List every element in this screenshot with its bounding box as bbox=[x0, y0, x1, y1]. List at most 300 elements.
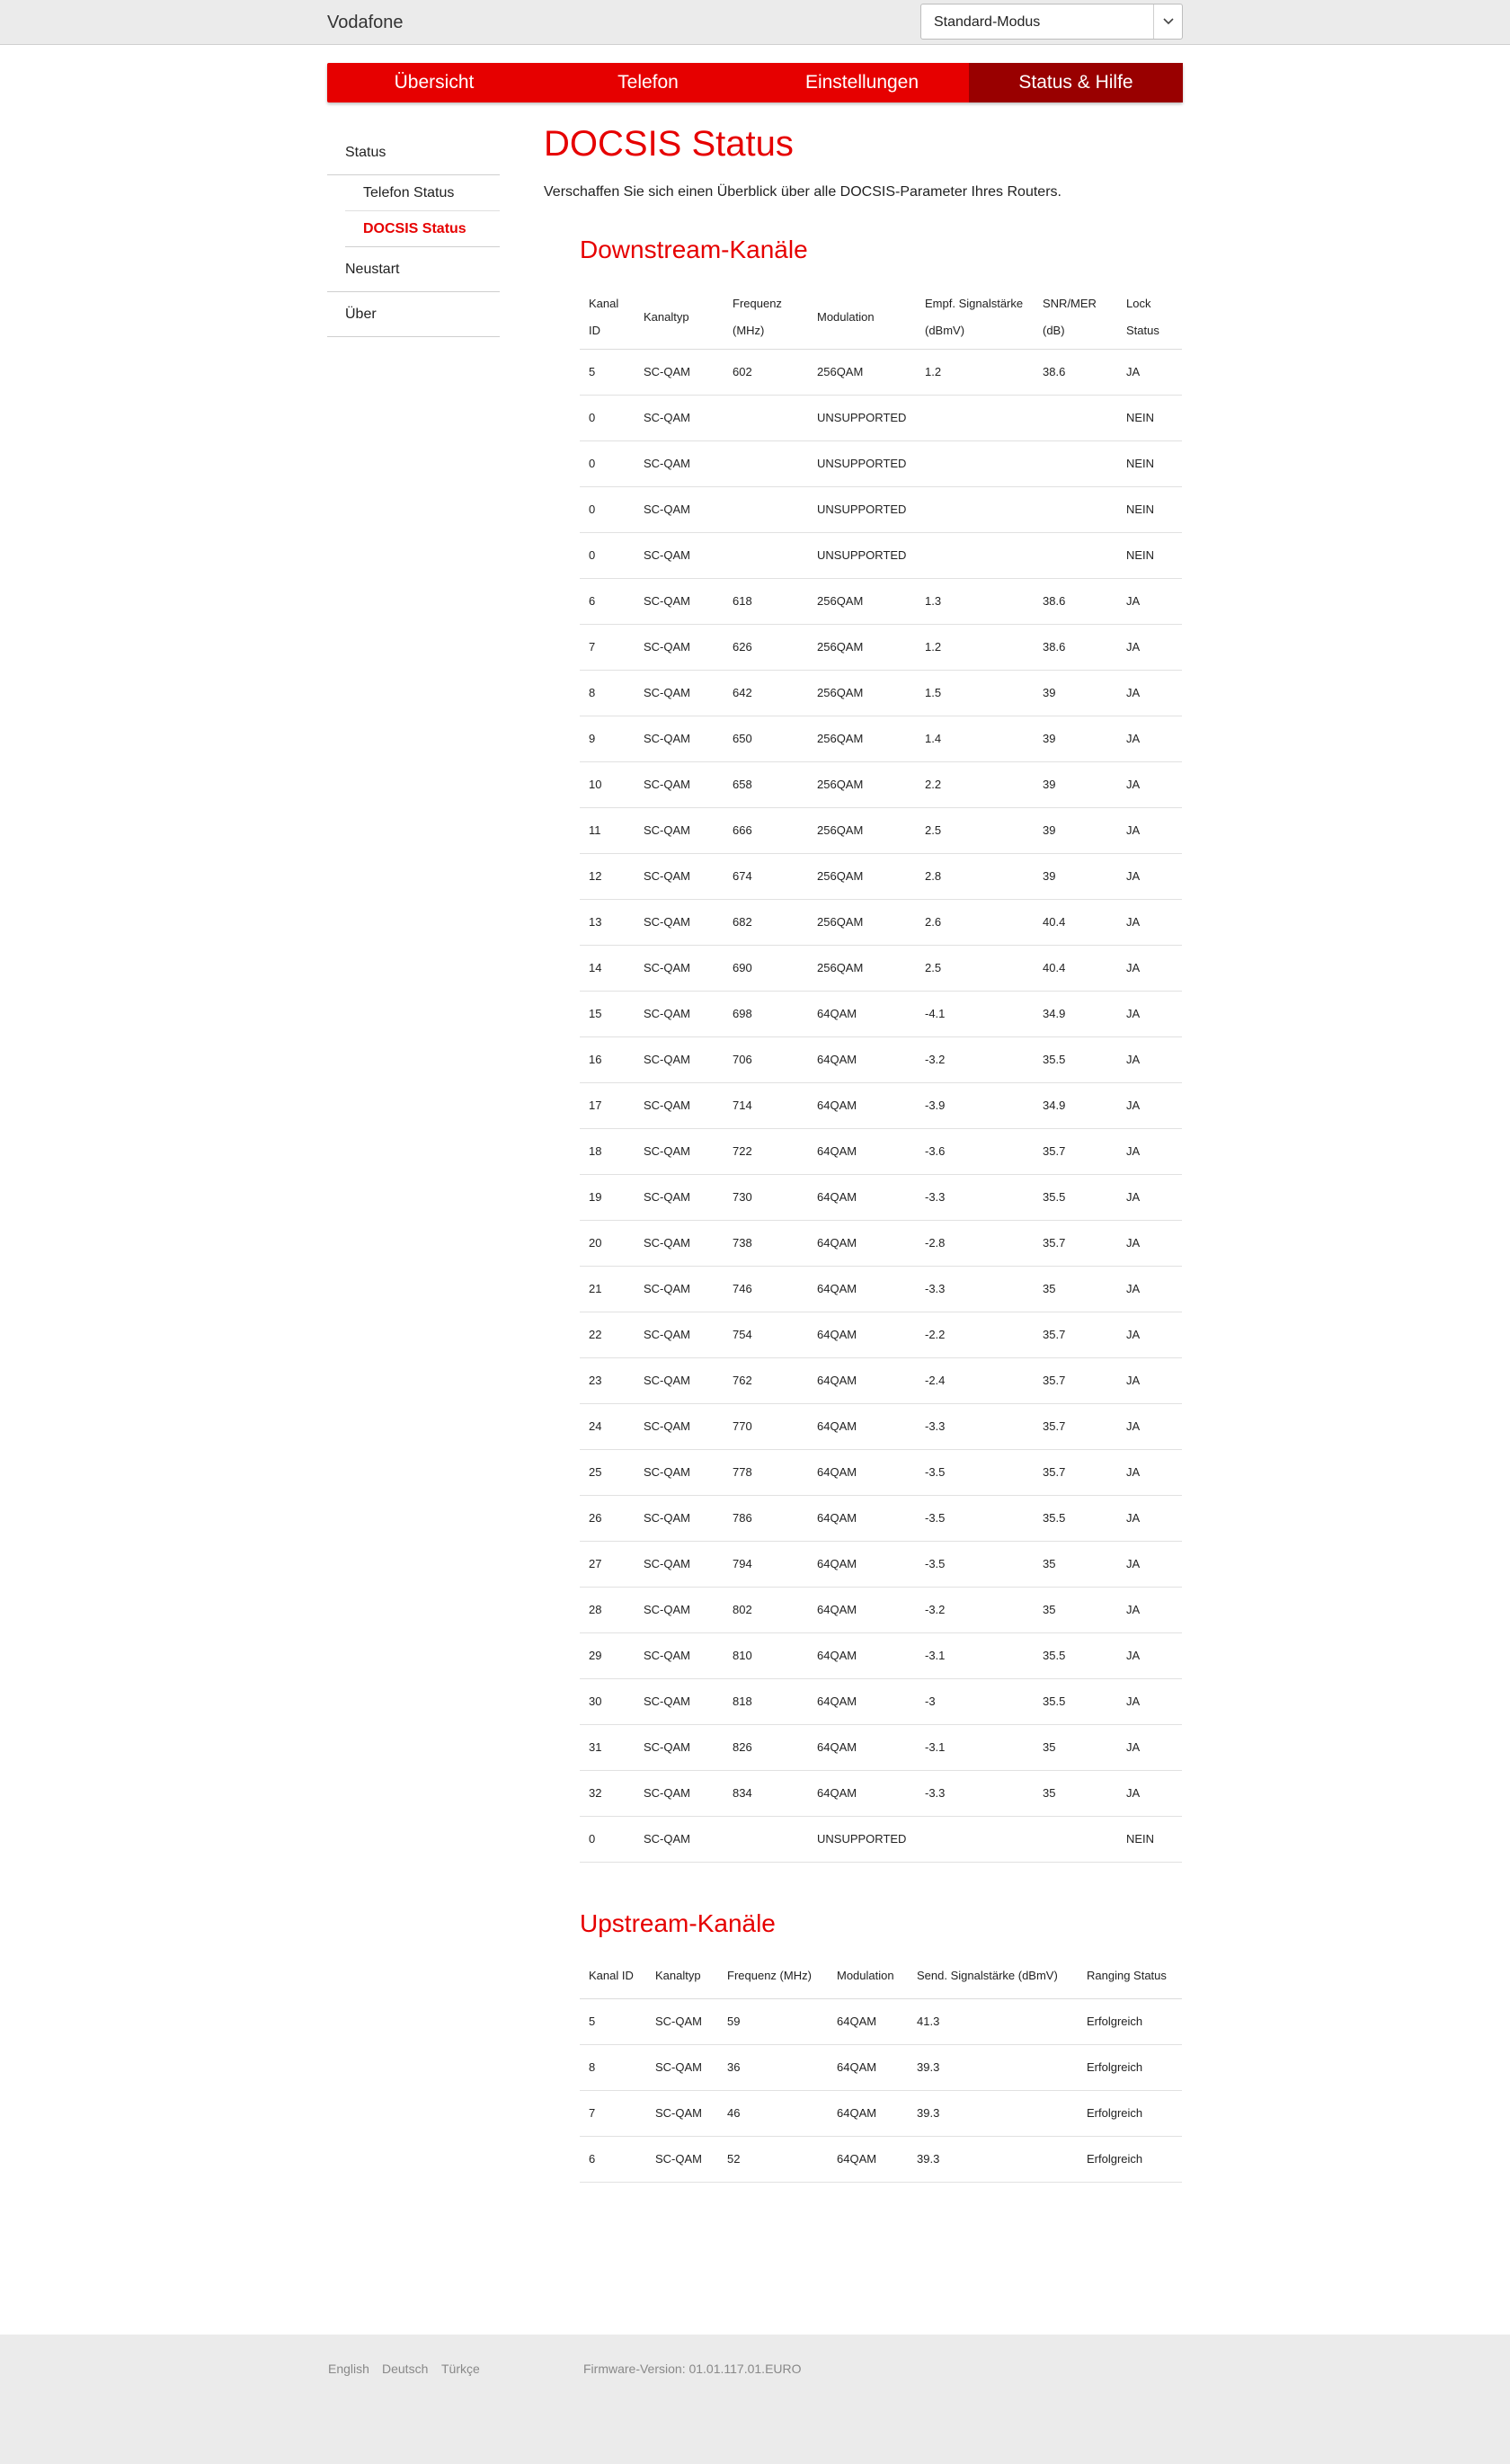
firmware-version: Firmware-Version: 01.01.117.01.EURO bbox=[583, 2362, 802, 2376]
downstream-title: Downstream-Kanäle bbox=[580, 236, 808, 263]
downstream-table-cell: NEIN bbox=[1117, 532, 1182, 578]
downstream-table-cell: SC-QAM bbox=[635, 670, 724, 716]
upstream-table-cell: SC-QAM bbox=[646, 2090, 718, 2136]
downstream-table-cell: 7 bbox=[580, 624, 635, 670]
downstream-table-cell: 35 bbox=[1034, 1541, 1117, 1587]
downstream-table-cell: JA bbox=[1117, 1174, 1182, 1220]
downstream-table-cell: 38.6 bbox=[1034, 624, 1117, 670]
upstream-header-row bbox=[580, 1953, 1182, 1998]
downstream-header-cell bbox=[1117, 286, 1182, 349]
upstream-header-cell bbox=[1078, 1953, 1182, 1998]
downstream-table-cell: 29 bbox=[580, 1632, 635, 1678]
upstream-title: Upstream-Kanäle bbox=[580, 1909, 776, 1937]
downstream-table-cell: NEIN bbox=[1117, 440, 1182, 486]
sidebar-item-docsis-status[interactable]: DOCSIS Status bbox=[345, 211, 500, 247]
downstream-table-row bbox=[580, 1770, 1182, 1816]
downstream-header-label: Status bbox=[1126, 323, 1159, 337]
downstream-table-cell: 256QAM bbox=[808, 945, 916, 991]
downstream-table-cell: SC-QAM bbox=[635, 1266, 724, 1312]
downstream-table-cell: 15 bbox=[580, 991, 635, 1036]
downstream-table-cell: SC-QAM bbox=[635, 1174, 724, 1220]
downstream-table-cell: 1.2 bbox=[916, 349, 1034, 395]
downstream-table-cell: 64QAM bbox=[808, 1678, 916, 1724]
language-link-english[interactable]: English bbox=[328, 2362, 369, 2376]
downstream-table-cell: 18 bbox=[580, 1128, 635, 1174]
upstream-table-cell: 39.3 bbox=[908, 2090, 1078, 2136]
upstream-table-cell: SC-QAM bbox=[646, 2136, 718, 2182]
downstream-table-cell: -3 bbox=[916, 1678, 1034, 1724]
downstream-table-cell: SC-QAM bbox=[635, 1357, 724, 1403]
downstream-table-cell: 35 bbox=[1034, 1587, 1117, 1632]
downstream-table-cell: 17 bbox=[580, 1082, 635, 1128]
downstream-table-cell: 64QAM bbox=[808, 1403, 916, 1449]
upstream-table bbox=[580, 1953, 1182, 2183]
downstream-table-row bbox=[580, 1357, 1182, 1403]
downstream-table-row bbox=[580, 1036, 1182, 1082]
downstream-table-cell: 256QAM bbox=[808, 624, 916, 670]
downstream-table-cell bbox=[724, 395, 808, 440]
downstream-table-cell: 0 bbox=[580, 1816, 635, 1862]
sidebar-item-telephone-status[interactable]: Telefon Status bbox=[345, 175, 500, 211]
downstream-table-cell: 256QAM bbox=[808, 761, 916, 807]
downstream-table-cell: 770 bbox=[724, 1403, 808, 1449]
downstream-table-cell: 0 bbox=[580, 532, 635, 578]
downstream-table-cell: 39 bbox=[1034, 761, 1117, 807]
downstream-table-cell: -3.5 bbox=[916, 1495, 1034, 1541]
downstream-table-cell: JA bbox=[1117, 1312, 1182, 1357]
downstream-table-cell bbox=[916, 486, 1034, 532]
upstream-header-label: Modulation bbox=[837, 1968, 894, 1982]
downstream-table-cell: 35.5 bbox=[1034, 1036, 1117, 1082]
downstream-header-cell bbox=[635, 286, 724, 349]
downstream-table-row bbox=[580, 1082, 1182, 1128]
downstream-table-cell: 35 bbox=[1034, 1724, 1117, 1770]
tab-settings[interactable]: Einstellungen bbox=[804, 72, 919, 93]
downstream-table-cell: 10 bbox=[580, 761, 635, 807]
downstream-table-cell: 21 bbox=[580, 1266, 635, 1312]
downstream-header-label: Frequenz bbox=[733, 296, 782, 310]
downstream-header-label: Empf. Signalstärke bbox=[925, 296, 1024, 310]
downstream-table-row bbox=[580, 1128, 1182, 1174]
downstream-table-cell: -2.4 bbox=[916, 1357, 1034, 1403]
upstream-table-cell: Erfolgreich bbox=[1078, 1998, 1182, 2044]
downstream-table-cell bbox=[1034, 395, 1117, 440]
downstream-table-cell: -3.5 bbox=[916, 1449, 1034, 1495]
downstream-table-row bbox=[580, 486, 1182, 532]
downstream-table-row bbox=[580, 1312, 1182, 1357]
downstream-table-cell: 256QAM bbox=[808, 670, 916, 716]
downstream-table-cell: -2.2 bbox=[916, 1312, 1034, 1357]
downstream-table-cell: UNSUPPORTED bbox=[808, 1816, 916, 1862]
downstream-table-cell: 35.7 bbox=[1034, 1403, 1117, 1449]
downstream-table-cell: 786 bbox=[724, 1495, 808, 1541]
downstream-table-cell: SC-QAM bbox=[635, 991, 724, 1036]
downstream-table-cell: 35.7 bbox=[1034, 1357, 1117, 1403]
downstream-table-cell: UNSUPPORTED bbox=[808, 395, 916, 440]
downstream-header-label: Lock bbox=[1126, 296, 1151, 310]
downstream-table-cell: 690 bbox=[724, 945, 808, 991]
downstream-table-cell: 34.9 bbox=[1034, 1082, 1117, 1128]
downstream-table-cell: 64QAM bbox=[808, 1541, 916, 1587]
downstream-table-row bbox=[580, 1403, 1182, 1449]
downstream-table-cell: 35 bbox=[1034, 1770, 1117, 1816]
downstream-table-cell: SC-QAM bbox=[635, 578, 724, 624]
downstream-table-cell: NEIN bbox=[1117, 1816, 1182, 1862]
downstream-table-cell: -3.3 bbox=[916, 1266, 1034, 1312]
downstream-table-cell: 14 bbox=[580, 945, 635, 991]
downstream-table-row bbox=[580, 1816, 1182, 1862]
downstream-table-cell: JA bbox=[1117, 899, 1182, 945]
downstream-table-cell: SC-QAM bbox=[635, 1587, 724, 1632]
downstream-table-cell: 38.6 bbox=[1034, 349, 1117, 395]
downstream-table-cell: UNSUPPORTED bbox=[808, 532, 916, 578]
downstream-table-cell: JA bbox=[1117, 1449, 1182, 1495]
downstream-table-cell: 730 bbox=[724, 1174, 808, 1220]
upstream-table-cell: 41.3 bbox=[908, 1998, 1078, 2044]
downstream-table-cell: JA bbox=[1117, 1082, 1182, 1128]
sidebar-item-restart[interactable]: Neustart bbox=[327, 247, 500, 292]
brand-name: Vodafone bbox=[327, 13, 404, 32]
downstream-table-cell bbox=[1034, 532, 1117, 578]
downstream-header-label: ID bbox=[589, 323, 600, 337]
downstream-table-cell bbox=[916, 440, 1034, 486]
downstream-table-cell: SC-QAM bbox=[635, 1449, 724, 1495]
downstream-table-cell: -3.6 bbox=[916, 1128, 1034, 1174]
upstream-table-row bbox=[580, 2136, 1182, 2182]
downstream-table-row bbox=[580, 991, 1182, 1036]
downstream-table-cell: 30 bbox=[580, 1678, 635, 1724]
downstream-table-cell: SC-QAM bbox=[635, 486, 724, 532]
downstream-table-cell: 39 bbox=[1034, 807, 1117, 853]
downstream-table-cell: 650 bbox=[724, 716, 808, 761]
downstream-table-cell: 834 bbox=[724, 1770, 808, 1816]
downstream-table-cell: -3.9 bbox=[916, 1082, 1034, 1128]
downstream-table-cell: JA bbox=[1117, 1357, 1182, 1403]
downstream-table-cell: 0 bbox=[580, 440, 635, 486]
downstream-table-cell: -3.1 bbox=[916, 1632, 1034, 1678]
downstream-table-cell: SC-QAM bbox=[635, 899, 724, 945]
main-nav bbox=[327, 63, 1183, 102]
sidebar-item-status[interactable]: Status bbox=[327, 130, 500, 175]
language-link-turkce[interactable]: Türkçe bbox=[441, 2362, 480, 2376]
downstream-table-cell: 12 bbox=[580, 853, 635, 899]
tab-overview[interactable]: Übersicht bbox=[394, 72, 475, 93]
downstream-table-cell: 13 bbox=[580, 899, 635, 945]
downstream-table-cell: 64QAM bbox=[808, 1632, 916, 1678]
downstream-table-cell: 626 bbox=[724, 624, 808, 670]
downstream-header-label: SNR/MER bbox=[1043, 296, 1097, 310]
downstream-table-cell: SC-QAM bbox=[635, 1724, 724, 1770]
upstream-header-label: Send. Signalstärke (dBmV) bbox=[917, 1968, 1058, 1982]
downstream-table-cell: 658 bbox=[724, 761, 808, 807]
downstream-table-row bbox=[580, 1220, 1182, 1266]
downstream-table-cell: -3.3 bbox=[916, 1174, 1034, 1220]
downstream-table-cell: 256QAM bbox=[808, 853, 916, 899]
upstream-table-cell: 7 bbox=[580, 2090, 646, 2136]
downstream-table-cell: 40.4 bbox=[1034, 945, 1117, 991]
upstream-table-row bbox=[580, 2044, 1182, 2090]
downstream-header-label: Kanal bbox=[589, 296, 619, 310]
downstream-table-row bbox=[580, 945, 1182, 991]
upstream-header-cell bbox=[908, 1953, 1078, 1998]
downstream-header-cell bbox=[916, 286, 1034, 349]
upstream-table-cell: 6 bbox=[580, 2136, 646, 2182]
downstream-table-cell: JA bbox=[1117, 716, 1182, 761]
upstream-table-cell: 64QAM bbox=[828, 1998, 908, 2044]
downstream-table-cell: 2.6 bbox=[916, 899, 1034, 945]
downstream-table-cell bbox=[724, 486, 808, 532]
downstream-table-cell: 35.7 bbox=[1034, 1128, 1117, 1174]
downstream-table-cell: 64QAM bbox=[808, 1587, 916, 1632]
downstream-table-cell: 19 bbox=[580, 1174, 635, 1220]
downstream-table-row bbox=[580, 670, 1182, 716]
downstream-table-cell: JA bbox=[1117, 1495, 1182, 1541]
downstream-table-cell: 40.4 bbox=[1034, 899, 1117, 945]
downstream-table-cell: JA bbox=[1117, 349, 1182, 395]
downstream-table-cell: 1.3 bbox=[916, 578, 1034, 624]
downstream-table-cell: JA bbox=[1117, 1770, 1182, 1816]
downstream-table-cell: SC-QAM bbox=[635, 1770, 724, 1816]
downstream-table-cell: 2.8 bbox=[916, 853, 1034, 899]
downstream-table-cell: 31 bbox=[580, 1724, 635, 1770]
language-link-deutsch[interactable]: Deutsch bbox=[382, 2362, 429, 2376]
downstream-table-cell: 778 bbox=[724, 1449, 808, 1495]
downstream-table-row bbox=[580, 761, 1182, 807]
downstream-table-cell: 256QAM bbox=[808, 807, 916, 853]
page-intro: Verschaffen Sie sich einen Überblick über alle DOCSIS-Parameter Ihres Routers. bbox=[544, 184, 1061, 200]
downstream-table-cell bbox=[1034, 440, 1117, 486]
downstream-table-cell bbox=[724, 1816, 808, 1862]
downstream-header-label: Modulation bbox=[817, 309, 875, 324]
downstream-table-cell: 11 bbox=[580, 807, 635, 853]
tab-status-help[interactable]: Status & Hilfe bbox=[969, 63, 1183, 102]
upstream-table-cell: 52 bbox=[718, 2136, 828, 2182]
downstream-table-row bbox=[580, 1174, 1182, 1220]
downstream-table-cell: 0 bbox=[580, 486, 635, 532]
upstream-table-cell: Erfolgreich bbox=[1078, 2136, 1182, 2182]
upstream-table-cell: 36 bbox=[718, 2044, 828, 2090]
downstream-table-cell: SC-QAM bbox=[635, 532, 724, 578]
downstream-table-cell: UNSUPPORTED bbox=[808, 486, 916, 532]
downstream-table-cell: 6 bbox=[580, 578, 635, 624]
downstream-table-cell: 714 bbox=[724, 1082, 808, 1128]
downstream-table-cell: JA bbox=[1117, 1587, 1182, 1632]
downstream-table-cell: 64QAM bbox=[808, 1495, 916, 1541]
downstream-table-row bbox=[580, 1724, 1182, 1770]
downstream-table-cell: UNSUPPORTED bbox=[808, 440, 916, 486]
downstream-table-cell: 35.7 bbox=[1034, 1449, 1117, 1495]
upstream-table-row bbox=[580, 2090, 1182, 2136]
downstream-table-cell: JA bbox=[1117, 853, 1182, 899]
downstream-table-cell: 23 bbox=[580, 1357, 635, 1403]
page-title: DOCSIS Status bbox=[544, 124, 794, 164]
downstream-table-cell: 64QAM bbox=[808, 991, 916, 1036]
upstream-header-cell bbox=[580, 1953, 646, 1998]
downstream-table-row bbox=[580, 1495, 1182, 1541]
downstream-table-cell: 64QAM bbox=[808, 1770, 916, 1816]
downstream-table-cell: 64QAM bbox=[808, 1312, 916, 1357]
mode-select[interactable] bbox=[920, 4, 1183, 40]
downstream-table-cell bbox=[724, 532, 808, 578]
downstream-table-cell: 64QAM bbox=[808, 1266, 916, 1312]
upstream-header-label: Ranging Status bbox=[1087, 1968, 1167, 1982]
downstream-table-row bbox=[580, 807, 1182, 853]
downstream-header-row bbox=[580, 286, 1182, 349]
sidebar bbox=[327, 130, 500, 337]
downstream-table-row bbox=[580, 899, 1182, 945]
downstream-table-cell: 642 bbox=[724, 670, 808, 716]
upstream-table-cell: 64QAM bbox=[828, 2090, 908, 2136]
downstream-table-cell: SC-QAM bbox=[635, 761, 724, 807]
downstream-table-cell: 794 bbox=[724, 1541, 808, 1587]
downstream-table-cell: -3.3 bbox=[916, 1403, 1034, 1449]
downstream-table-cell: 674 bbox=[724, 853, 808, 899]
downstream-table-cell: 1.4 bbox=[916, 716, 1034, 761]
downstream-table-row bbox=[580, 1678, 1182, 1724]
downstream-table-cell: JA bbox=[1117, 1632, 1182, 1678]
downstream-table-cell: 25 bbox=[580, 1449, 635, 1495]
downstream-table-cell: -4.1 bbox=[916, 991, 1034, 1036]
downstream-table-cell: 64QAM bbox=[808, 1128, 916, 1174]
upstream-table-cell: 39.3 bbox=[908, 2044, 1078, 2090]
downstream-table-row bbox=[580, 349, 1182, 395]
downstream-table-cell: 8 bbox=[580, 670, 635, 716]
downstream-table-cell: 810 bbox=[724, 1632, 808, 1678]
downstream-table-cell: JA bbox=[1117, 1724, 1182, 1770]
downstream-table-cell: 27 bbox=[580, 1541, 635, 1587]
upstream-table-cell: 64QAM bbox=[828, 2136, 908, 2182]
downstream-table-cell: SC-QAM bbox=[635, 1220, 724, 1266]
downstream-table-cell: 682 bbox=[724, 899, 808, 945]
downstream-table-cell: 35.5 bbox=[1034, 1495, 1117, 1541]
downstream-table-cell: JA bbox=[1117, 807, 1182, 853]
downstream-table-cell: 16 bbox=[580, 1036, 635, 1082]
downstream-table-cell: SC-QAM bbox=[635, 624, 724, 670]
downstream-table-cell: SC-QAM bbox=[635, 1403, 724, 1449]
downstream-table-cell: 2.5 bbox=[916, 945, 1034, 991]
downstream-table-row bbox=[580, 395, 1182, 440]
downstream-table-row bbox=[580, 440, 1182, 486]
downstream-table-cell: SC-QAM bbox=[635, 1816, 724, 1862]
downstream-table-cell: 35.5 bbox=[1034, 1678, 1117, 1724]
downstream-table-cell: 39 bbox=[1034, 716, 1117, 761]
downstream-table-cell: SC-QAM bbox=[635, 1495, 724, 1541]
upstream-header-cell bbox=[646, 1953, 718, 1998]
downstream-table-cell: 38.6 bbox=[1034, 578, 1117, 624]
downstream-table-cell: 698 bbox=[724, 991, 808, 1036]
downstream-table-cell: 39 bbox=[1034, 853, 1117, 899]
upstream-table-cell: 59 bbox=[718, 1998, 828, 2044]
upstream-header-cell bbox=[828, 1953, 908, 1998]
downstream-table-cell bbox=[724, 440, 808, 486]
downstream-header-label: Kanaltyp bbox=[644, 309, 689, 324]
downstream-table-cell: SC-QAM bbox=[635, 853, 724, 899]
upstream-table-cell: 5 bbox=[580, 1998, 646, 2044]
downstream-table-cell: SC-QAM bbox=[635, 395, 724, 440]
downstream-table-cell: 64QAM bbox=[808, 1449, 916, 1495]
downstream-table-cell: 35.5 bbox=[1034, 1174, 1117, 1220]
downstream-table-cell: 32 bbox=[580, 1770, 635, 1816]
downstream-table-cell: JA bbox=[1117, 761, 1182, 807]
downstream-header-label: (dB) bbox=[1043, 323, 1065, 337]
downstream-table-cell: SC-QAM bbox=[635, 1541, 724, 1587]
downstream-table-cell: -3.3 bbox=[916, 1770, 1034, 1816]
downstream-table-cell: 64QAM bbox=[808, 1174, 916, 1220]
downstream-table-cell: 746 bbox=[724, 1266, 808, 1312]
chevron-down-icon bbox=[1153, 4, 1182, 39]
downstream-table-row bbox=[580, 853, 1182, 899]
downstream-table-row bbox=[580, 532, 1182, 578]
downstream-table-cell: 64QAM bbox=[808, 1036, 916, 1082]
upstream-table-cell: SC-QAM bbox=[646, 1998, 718, 2044]
downstream-header-label: (MHz) bbox=[733, 323, 765, 337]
downstream-table-cell: JA bbox=[1117, 1403, 1182, 1449]
downstream-table-cell: JA bbox=[1117, 670, 1182, 716]
downstream-table-cell: JA bbox=[1117, 1128, 1182, 1174]
downstream-table-cell: 64QAM bbox=[808, 1724, 916, 1770]
downstream-table-cell: 5 bbox=[580, 349, 635, 395]
downstream-table-cell: JA bbox=[1117, 991, 1182, 1036]
downstream-table-cell: JA bbox=[1117, 1220, 1182, 1266]
upstream-table-cell: SC-QAM bbox=[646, 2044, 718, 2090]
upstream-table-cell: Erfolgreich bbox=[1078, 2090, 1182, 2136]
upstream-table-cell: 64QAM bbox=[828, 2044, 908, 2090]
upstream-table-row bbox=[580, 1998, 1182, 2044]
upstream-header-cell bbox=[718, 1953, 828, 1998]
downstream-table-cell: SC-QAM bbox=[635, 1128, 724, 1174]
downstream-table-row bbox=[580, 1449, 1182, 1495]
downstream-table-cell: 256QAM bbox=[808, 716, 916, 761]
downstream-table-cell: 24 bbox=[580, 1403, 635, 1449]
downstream-table-cell: 39 bbox=[1034, 670, 1117, 716]
downstream-table-cell: SC-QAM bbox=[635, 807, 724, 853]
downstream-table-cell: 256QAM bbox=[808, 349, 916, 395]
tab-telephone[interactable]: Telefon bbox=[617, 72, 679, 93]
downstream-table-cell: SC-QAM bbox=[635, 1312, 724, 1357]
downstream-table-cell: JA bbox=[1117, 624, 1182, 670]
downstream-table-cell: 618 bbox=[724, 578, 808, 624]
downstream-table-cell: SC-QAM bbox=[635, 1678, 724, 1724]
downstream-table-row bbox=[580, 578, 1182, 624]
downstream-table-cell: 34.9 bbox=[1034, 991, 1117, 1036]
downstream-table-cell: 0 bbox=[580, 395, 635, 440]
downstream-header-label: (dBmV) bbox=[925, 323, 965, 337]
downstream-table-cell: SC-QAM bbox=[635, 349, 724, 395]
downstream-table-cell: 256QAM bbox=[808, 578, 916, 624]
upstream-table-cell: Erfolgreich bbox=[1078, 2044, 1182, 2090]
downstream-table-cell: SC-QAM bbox=[635, 1632, 724, 1678]
upstream-table-cell: 46 bbox=[718, 2090, 828, 2136]
downstream-table-cell: JA bbox=[1117, 1678, 1182, 1724]
top-bar bbox=[0, 0, 1510, 45]
downstream-table-cell: 802 bbox=[724, 1587, 808, 1632]
downstream-table-cell: -3.5 bbox=[916, 1541, 1034, 1587]
downstream-table-cell: -3.1 bbox=[916, 1724, 1034, 1770]
downstream-table-cell: 9 bbox=[580, 716, 635, 761]
downstream-table-cell: -3.2 bbox=[916, 1587, 1034, 1632]
downstream-table-cell bbox=[916, 532, 1034, 578]
downstream-table-cell: JA bbox=[1117, 1541, 1182, 1587]
downstream-table-cell: 35 bbox=[1034, 1266, 1117, 1312]
downstream-table-cell: SC-QAM bbox=[635, 440, 724, 486]
downstream-table-cell: 602 bbox=[724, 349, 808, 395]
downstream-table bbox=[580, 286, 1182, 1863]
downstream-table-cell: 28 bbox=[580, 1587, 635, 1632]
downstream-table-cell: 1.5 bbox=[916, 670, 1034, 716]
footer bbox=[0, 2335, 1510, 2464]
downstream-table-cell: 818 bbox=[724, 1678, 808, 1724]
sidebar-item-about[interactable]: Über bbox=[327, 292, 500, 337]
